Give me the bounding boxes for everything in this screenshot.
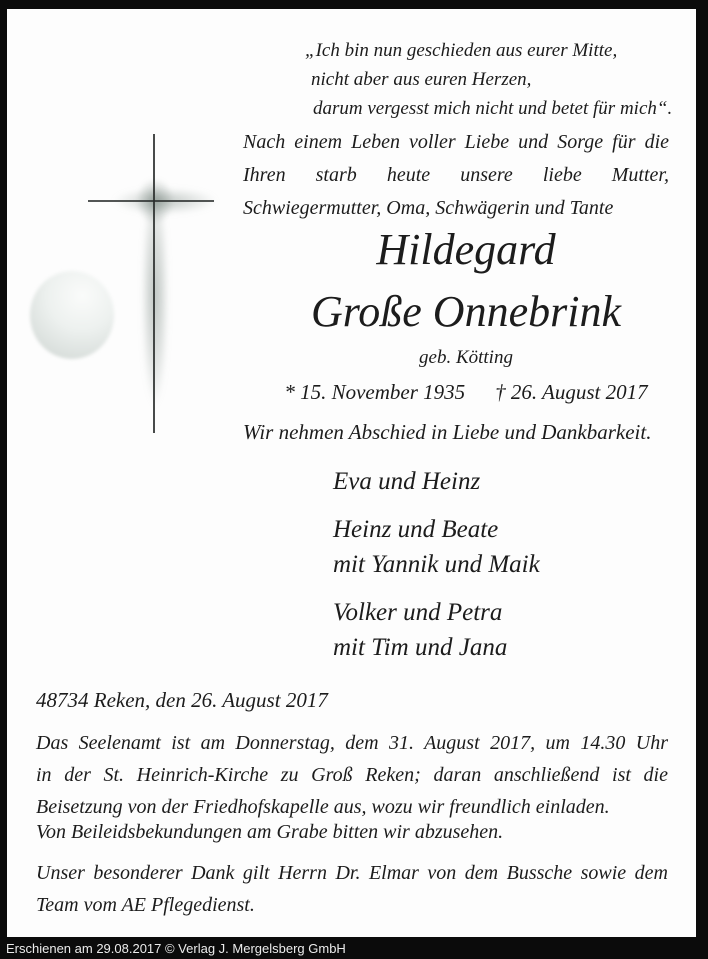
deceased-name-block	[238, 220, 694, 406]
service-line-1: Das Seelenamt ist am Donnerstag, dem 31. August 2017, um 14.30 Uhr	[36, 732, 668, 754]
life-dates	[238, 378, 694, 406]
mourner-group	[333, 464, 540, 499]
cross-icon	[153, 134, 155, 433]
birth-date: * 15. November 1935	[284, 380, 466, 404]
condolence-note: Von Beileidsbekundungen am Grabe bitten wir abzusehen.	[36, 821, 504, 843]
maiden-name: geb. Kötting	[419, 347, 513, 368]
service-line-3: Beisetzung von der Friedhofskapelle aus, wozu wir freundlich einladen.	[36, 796, 610, 818]
deceased-first-name: Hildegard	[376, 225, 556, 274]
mourner-group	[333, 512, 540, 582]
thanks-line-1: Unser besonderer Dank gilt Herrn Dr. Elmar von dem Bussche sowie dem	[36, 862, 668, 884]
thanks-paragraph	[36, 857, 668, 921]
mourner-group	[333, 595, 540, 665]
mourner-line: Heinz und Beate	[333, 516, 499, 543]
service-line-2: in der St. Heinrich-Kirche zu Groß Reken; daran anschließend ist die	[36, 764, 668, 786]
mourners-list	[333, 464, 540, 665]
mourner-line: mit Tim und Jana	[333, 634, 508, 661]
intro-line-2: Ihren starb heute unsere liebe Mutter,	[243, 164, 669, 186]
mourner-line: Eva und Heinz	[333, 468, 481, 495]
quote-line-2: nicht aber aus euren Herzen,	[311, 69, 532, 90]
mourner-line: Volker und Petra	[333, 599, 503, 626]
intro-paragraph	[243, 126, 669, 225]
death-date: † 26. August 2017	[495, 380, 648, 404]
quote-line-1: „Ich bin nun geschieden aus eurer Mitte,	[305, 40, 618, 61]
cross-bar-icon	[88, 200, 214, 202]
service-paragraph	[36, 727, 668, 823]
thanks-line-2: Team vom AE Pflegedienst.	[36, 894, 255, 916]
publisher-footer: Erschienen am 29.08.2017 © Verlag J. Mergelsberg GmbH	[6, 941, 346, 956]
sphere-graphic	[30, 271, 114, 359]
farewell-line: Wir nehmen Abschied in Liebe und Dankbarkeit.	[243, 420, 652, 444]
deceased-last-name: Große Onnebrink	[311, 287, 621, 336]
opening-quote	[305, 36, 672, 123]
intro-line-3: Schwiegermutter, Oma, Schwägerin und Tante	[243, 197, 614, 219]
place-date-line: 48734 Reken, den 26. August 2017	[36, 688, 328, 712]
intro-line-1: Nach einem Leben voller Liebe und Sorge für die	[243, 131, 669, 153]
mourner-line: mit Yannik und Maik	[333, 551, 540, 578]
quote-line-3: darum vergesst mich nicht und betet für mich“.	[313, 98, 673, 119]
